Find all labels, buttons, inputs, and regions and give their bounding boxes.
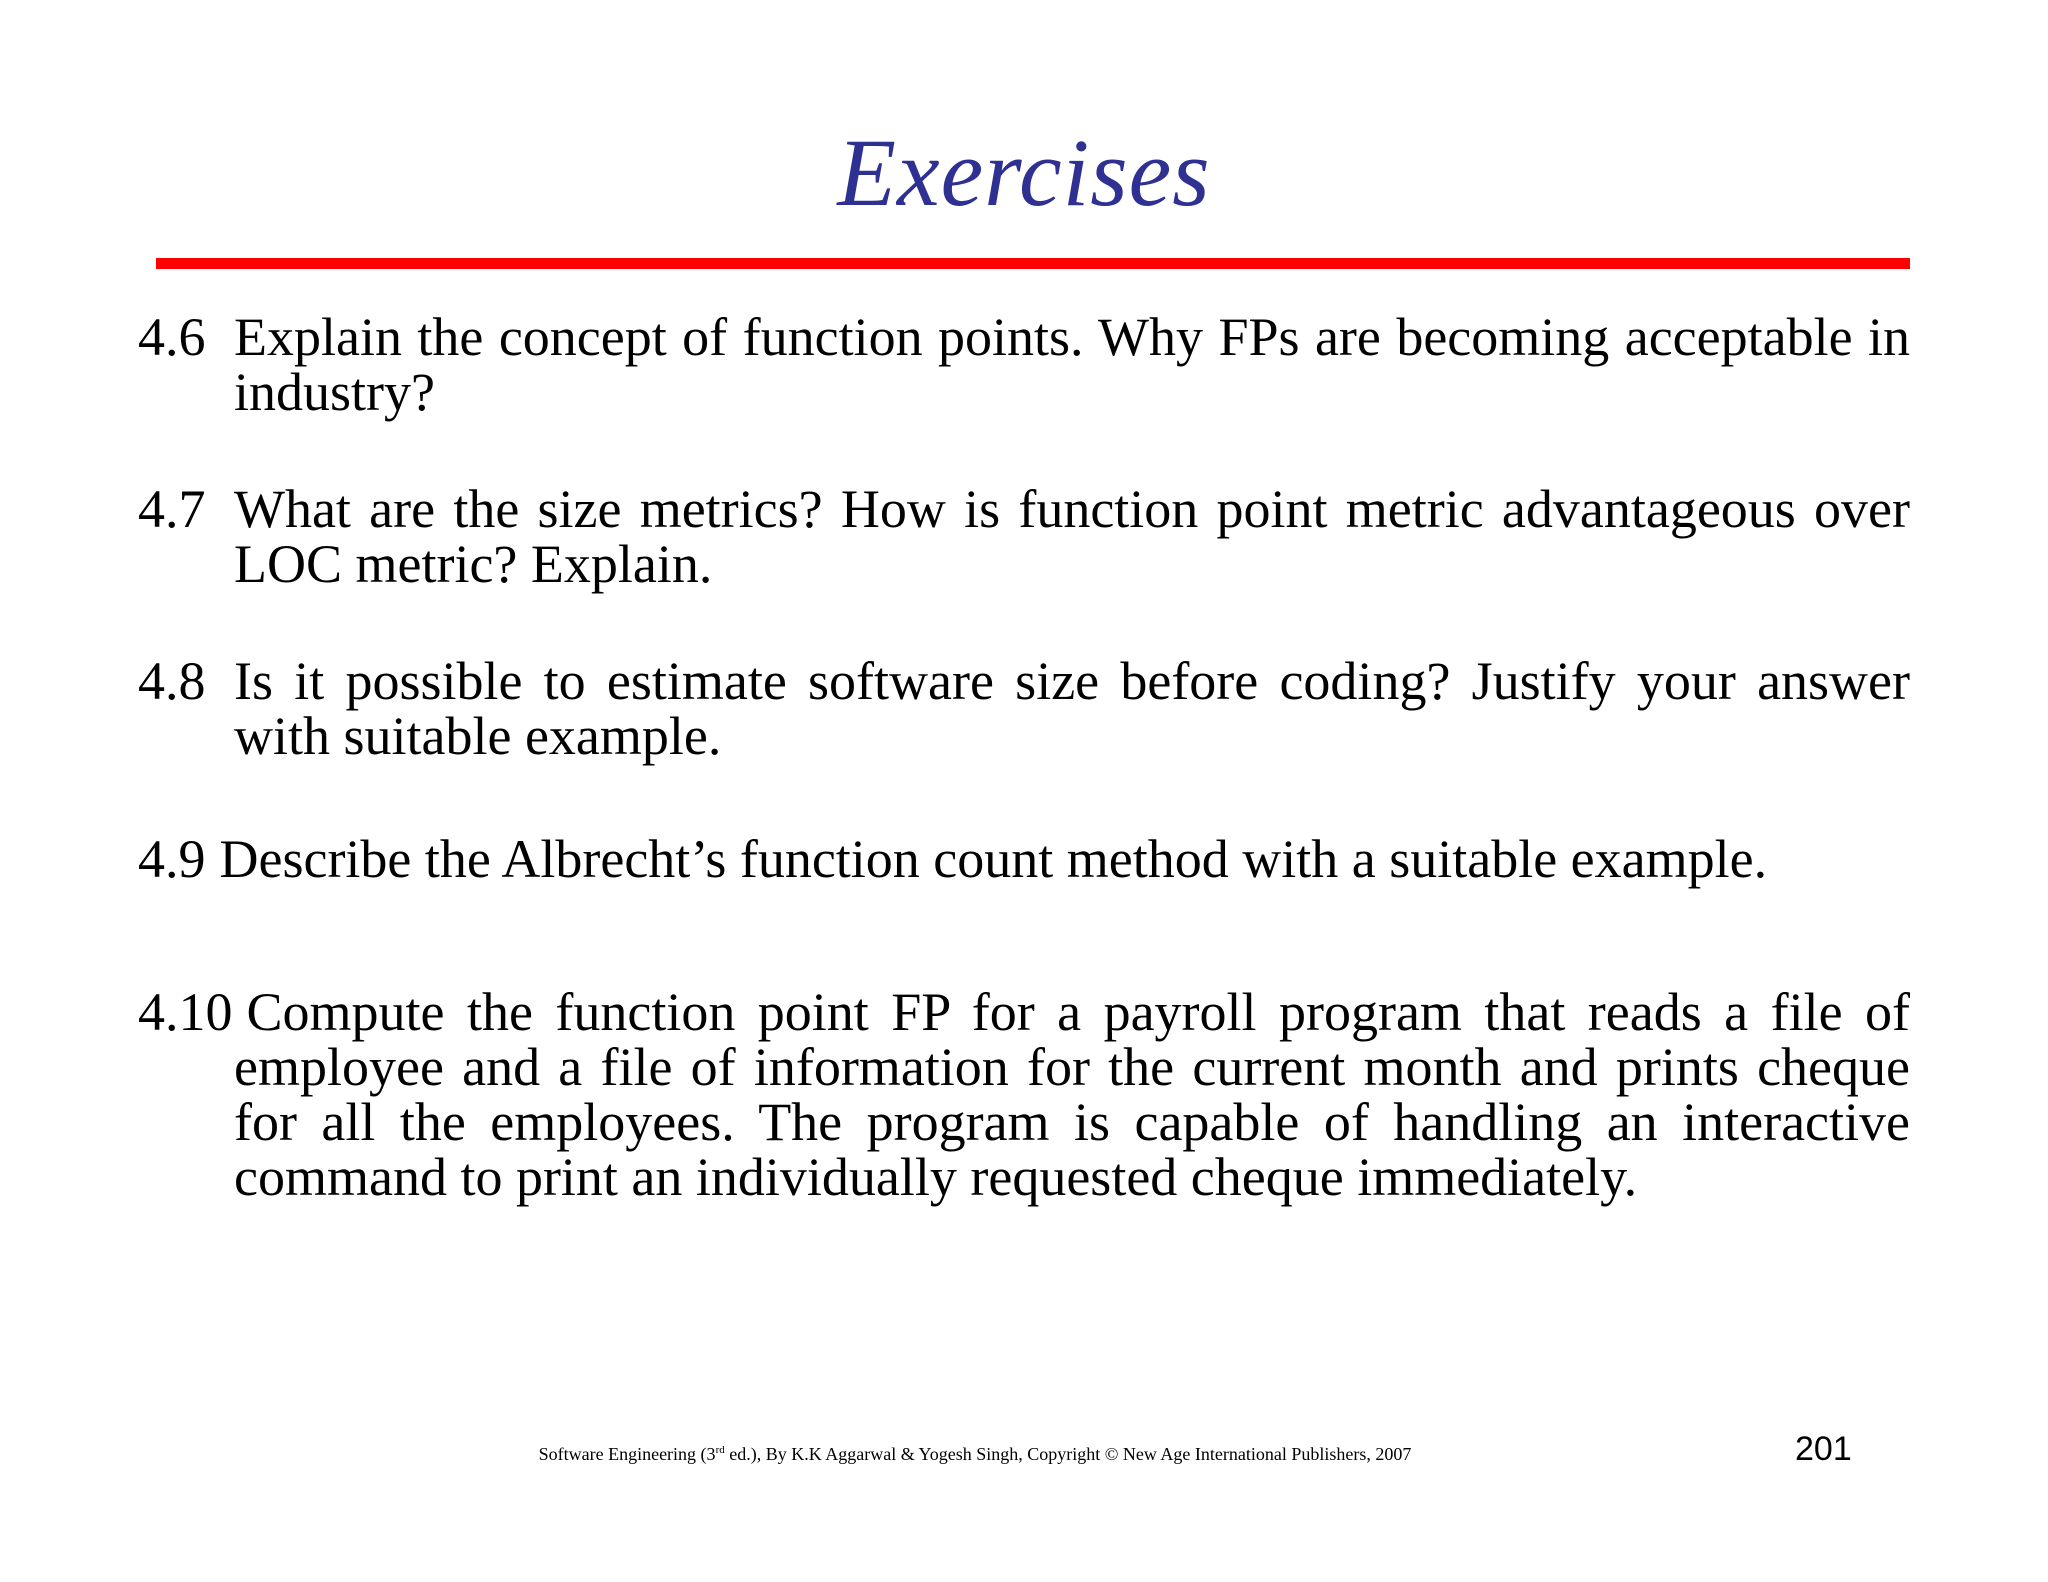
exercise-text: Compute the function point FP for a payroll program that reads a file of employee and a file of information for the current month and prints cheque for all the employees. The program is capable of handling an interactive command to print an individually requested cheque immediately. bbox=[234, 982, 1910, 1207]
exercise-item bbox=[138, 982, 1910, 1207]
exercise-item bbox=[138, 307, 1910, 422]
exercise-number: 4.7 bbox=[138, 479, 206, 539]
citation-text-end: ed.), By K.K Aggarwal & Yogesh Singh, Copyright © New Age International Publishers, 2007 bbox=[724, 1444, 1412, 1464]
exercise-number: 4.8 bbox=[138, 651, 206, 711]
exercise-text: Describe the Albrecht’s function count method with a suitable example. bbox=[219, 829, 1768, 889]
exercise-text: What are the size metrics? How is function point metric advantageous over LOC metric? Explain. bbox=[234, 479, 1910, 594]
exercise-paragraph bbox=[138, 829, 1910, 889]
exercise-text: Explain the concept of function points. Why FPs are becoming acceptable in industry? bbox=[234, 307, 1910, 422]
exercise-item bbox=[138, 829, 1910, 889]
slide-title: Exercises bbox=[837, 119, 1211, 226]
exercise-paragraph bbox=[138, 479, 1910, 594]
citation-text-start: Software Engineering (3 bbox=[538, 1444, 716, 1464]
exercise-paragraph bbox=[138, 651, 1910, 766]
footer-citation bbox=[0, 1444, 1950, 1465]
exercise-number: 4.6 bbox=[138, 307, 206, 367]
exercise-number: 4.10 bbox=[138, 982, 233, 1042]
exercise-item bbox=[138, 479, 1910, 594]
exercise-text: Is it possible to estimate software size before coding? Justify your answer with suitable example. bbox=[234, 651, 1910, 766]
exercise-number: 4.9 bbox=[138, 829, 206, 889]
exercise-paragraph bbox=[138, 982, 1910, 1207]
exercise-paragraph bbox=[138, 307, 1910, 422]
page-number: 201 bbox=[1795, 1430, 1852, 1468]
exercise-item bbox=[138, 651, 1910, 766]
title-divider bbox=[156, 258, 1910, 269]
citation-superscript: rd bbox=[715, 1444, 725, 1456]
